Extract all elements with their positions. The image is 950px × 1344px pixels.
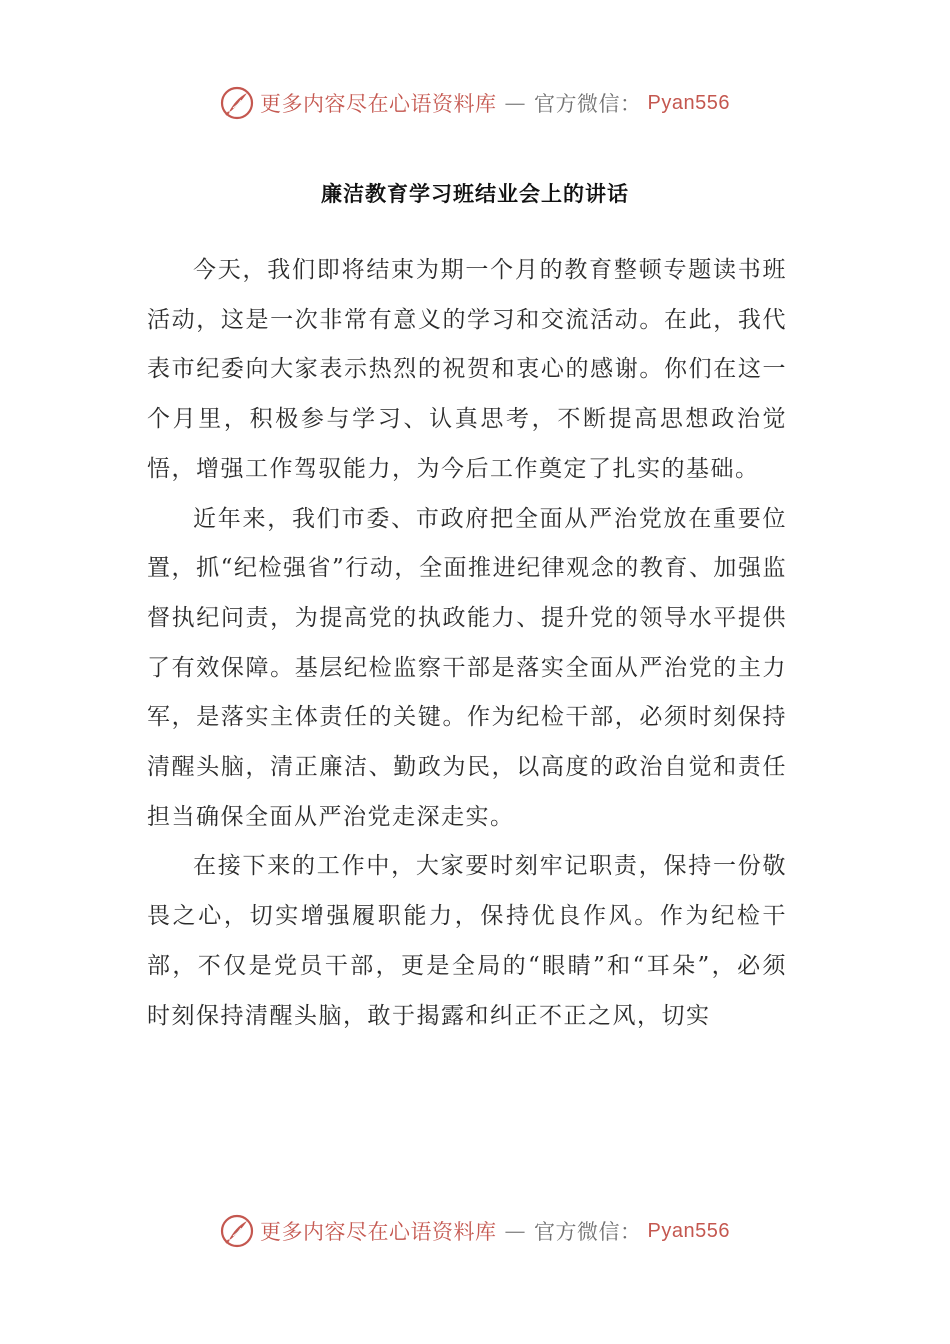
quill-pen-logo-icon	[220, 1214, 254, 1248]
watermark-separator: —	[504, 91, 527, 115]
paragraph-3: 在接下来的工作中，大家要时刻牢记职责，保持一份敬畏之心，切实增强履职能力，保持优良作风。作为纪检干部，不仅是党员干部，更是全局的“眼睛”和“耳朵”，必须时刻保持清醒头脑，敢于揭露和纠正不正之风，切实	[147, 853, 787, 1029]
document-title: 廉洁教育学习班结业会上的讲话	[321, 182, 629, 206]
quill-pen-logo-icon	[220, 86, 254, 120]
document-body	[147, 246, 787, 1041]
paragraph-2: 近年来，我们市委、市政府把全面从严治党放在重要位置，抓“纪检强省”行动，全面推进纪律观念的教育、加强监督执纪问责，为提高党的执政能力、提升党的领导水平提供了有效保障。基层纪检监察干部是落实全面从严治党的主力军，是落实主体责任的关键。作为纪检干部，必须时刻保持清醒头脑，清正廉洁、勤政为民，以高度的政治自觉和责任担当确保全面从严治党走深走实。	[147, 505, 787, 830]
paragraph-1: 今天，我们即将结束为期一个月的教育整顿专题读书班活动，这是一次非常有意义的学习和交流活动。在此，我代表市纪委向大家表示热烈的祝贺和衷心的感谢。你们在这一个月里，积极参与学习、认真思考，不断提高思想政治觉悟，增强工作驾驭能力，为今后工作奠定了扎实的基础。	[147, 257, 787, 482]
watermark-site-text: 更多内容尽在心语资料库	[260, 92, 497, 116]
watermark-site-text: 更多内容尽在心语资料库	[260, 1220, 497, 1244]
watermark-wechat-id: Pyan556	[647, 91, 730, 114]
watermark-official-label: 官方微信：	[534, 92, 642, 116]
watermark-official-label: 官方微信：	[534, 1220, 642, 1244]
header-watermark	[0, 83, 950, 123]
watermark-separator: —	[504, 1219, 527, 1243]
footer-watermark	[0, 1211, 950, 1251]
watermark-wechat-id: Pyan556	[647, 1219, 730, 1242]
